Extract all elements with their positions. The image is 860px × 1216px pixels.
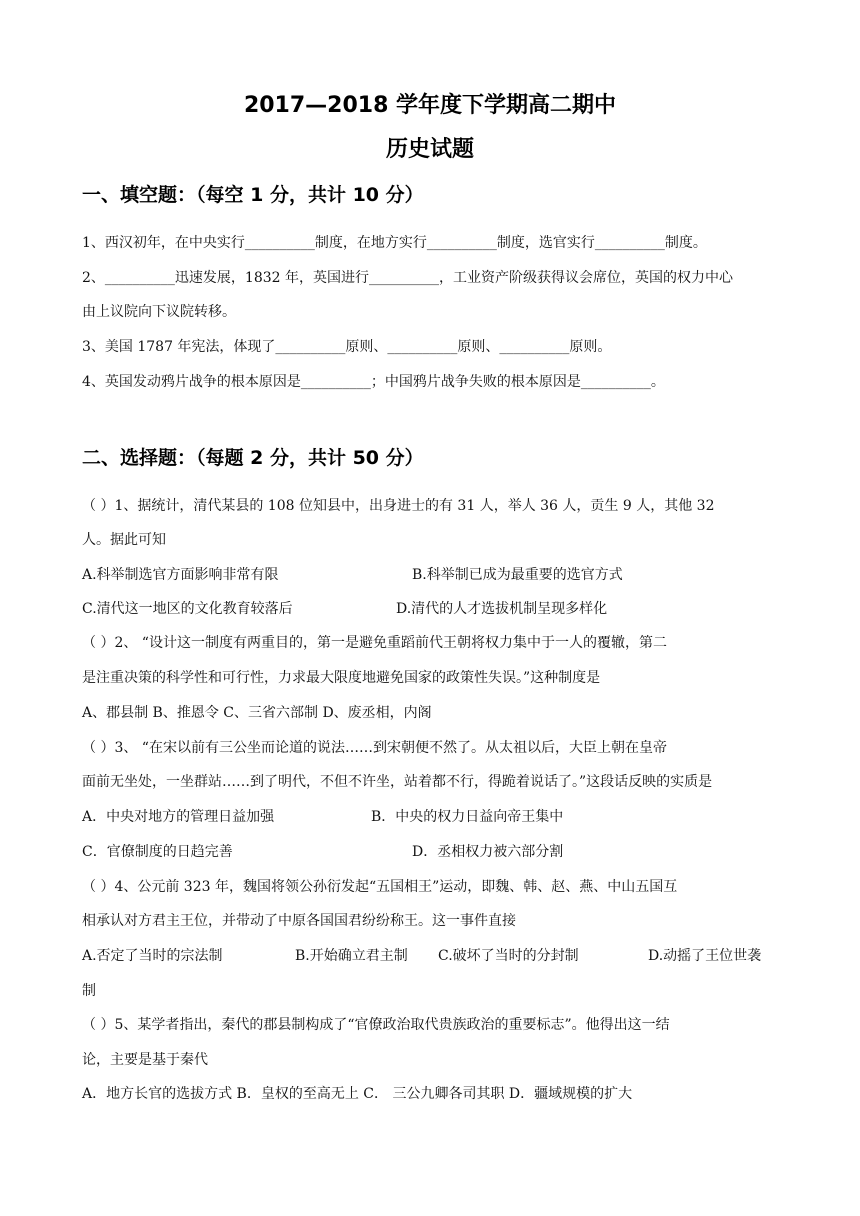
question-3-option-d: D．丞相权力被六部分割 (412, 844, 564, 860)
question-3-stem-cont: 面前无坐处，一坐群站……到了明代，不但不许坐，站着都不行，得跪着说话了。”这段话反映的实质是 (82, 774, 713, 790)
question-4-option-c: C.破坏了当时的分封制 (438, 948, 579, 964)
question-3-option-a: A．中央对地方的管理日益加强 (82, 809, 275, 825)
fill-in-line-4: 4、英国发动鸦片战争的根本原因是__________；中国鸦片战争失败的根本原因是__________。 (82, 374, 665, 390)
fill-in-line-2-cont: 由上议院向下议院转移。 (82, 304, 236, 320)
question-1-stem-cont: 人。据此可知 (82, 532, 166, 548)
question-1-option-c: C.清代这一地区的文化教育较落后 (82, 601, 293, 617)
question-4-stem: （ ）4、公元前 323 年，魏国将领公孙衍发起“五国相王”运动，即魏、韩、赵、燕、中山五国互 (82, 879, 678, 895)
question-4-option-a: A.否定了当时的宗法制 (82, 948, 223, 964)
section-heading-choice: 二、选择题：（每题 2 分，共计 50 分） (82, 447, 424, 469)
question-1-option-a: A.科举制选官方面影响非常有限 (82, 567, 279, 583)
fill-in-line-2: 2、__________迅速发展，1832 年，英国进行__________，工业资产阶级获得议会席位，英国的权力中心 (82, 270, 733, 286)
question-3-stem: （ ）3、 “在宋以前有三公坐而论道的说法……到宋朝便不然了。从太祖以后，大臣上朝在皇帝 (82, 740, 667, 756)
question-2-stem-cont: 是注重决策的科学性和可行性，力求最大限度地避免国家的政策性失误。”这种制度是 (82, 670, 601, 686)
question-2-stem: （ ）2、 “设计这一制度有两重目的，第一是避免重蹈前代王朝将权力集中于一人的覆辙，第二 (82, 635, 667, 651)
question-1-stem: （ ）1、据统计，清代某县的 108 位知县中，出身进士的有 31 人，举人 36 人，贡生 9 人，其他 32 (82, 498, 715, 514)
question-3-option-c: C．官僚制度的日趋完善 (82, 844, 233, 860)
question-1-option-d: D.清代的人才选拔机制呈现多样化 (396, 601, 608, 617)
fill-in-line-3: 3、美国 1787 年宪法，体现了__________原则、__________原则、__________原则。 (82, 339, 612, 355)
question-3-option-b: B．中央的权力日益向帝王集中 (371, 809, 564, 825)
fill-in-line-1: 1、西汉初年，在中央实行__________制度，在地方实行__________制度，选官实行__________制度。 (82, 235, 707, 251)
question-5-stem-cont: 论，主要是基于秦代 (82, 1052, 208, 1068)
exam-subtitle: 历史试题 (385, 137, 474, 162)
question-4-option-b: B.开始确立君主制 (295, 948, 408, 964)
question-4-option-d-cont: 制 (82, 983, 96, 999)
question-4-option-d: D.动摇了王位世袭 (648, 948, 762, 964)
question-4-stem-cont: 相承认对方君主王位，并带动了中原各国国君纷纷称王。这一事件直接 (82, 913, 516, 929)
question-2-options: A、郡县制 B、推恩令 C、三省六部制 D、废丞相，内阁 (82, 705, 432, 721)
exam-title: 2017—2018 学年度下学期高二期中 (243, 93, 617, 118)
question-5-options: A．地方长官的选拔方式 B．皇权的至高无上 C． 三公九卿各司其职 D．疆域规模的扩大 (82, 1086, 633, 1102)
section-heading-fill-in: 一、填空题：（每空 1 分，共计 10 分） (82, 184, 424, 206)
question-5-stem: （ ）5、某学者指出，秦代的郡县制构成了“官僚政治取代贵族政治的重要标志”。他得出这一结 (82, 1017, 670, 1033)
question-1-option-b: B.科举制已成为最重要的选官方式 (412, 567, 623, 583)
